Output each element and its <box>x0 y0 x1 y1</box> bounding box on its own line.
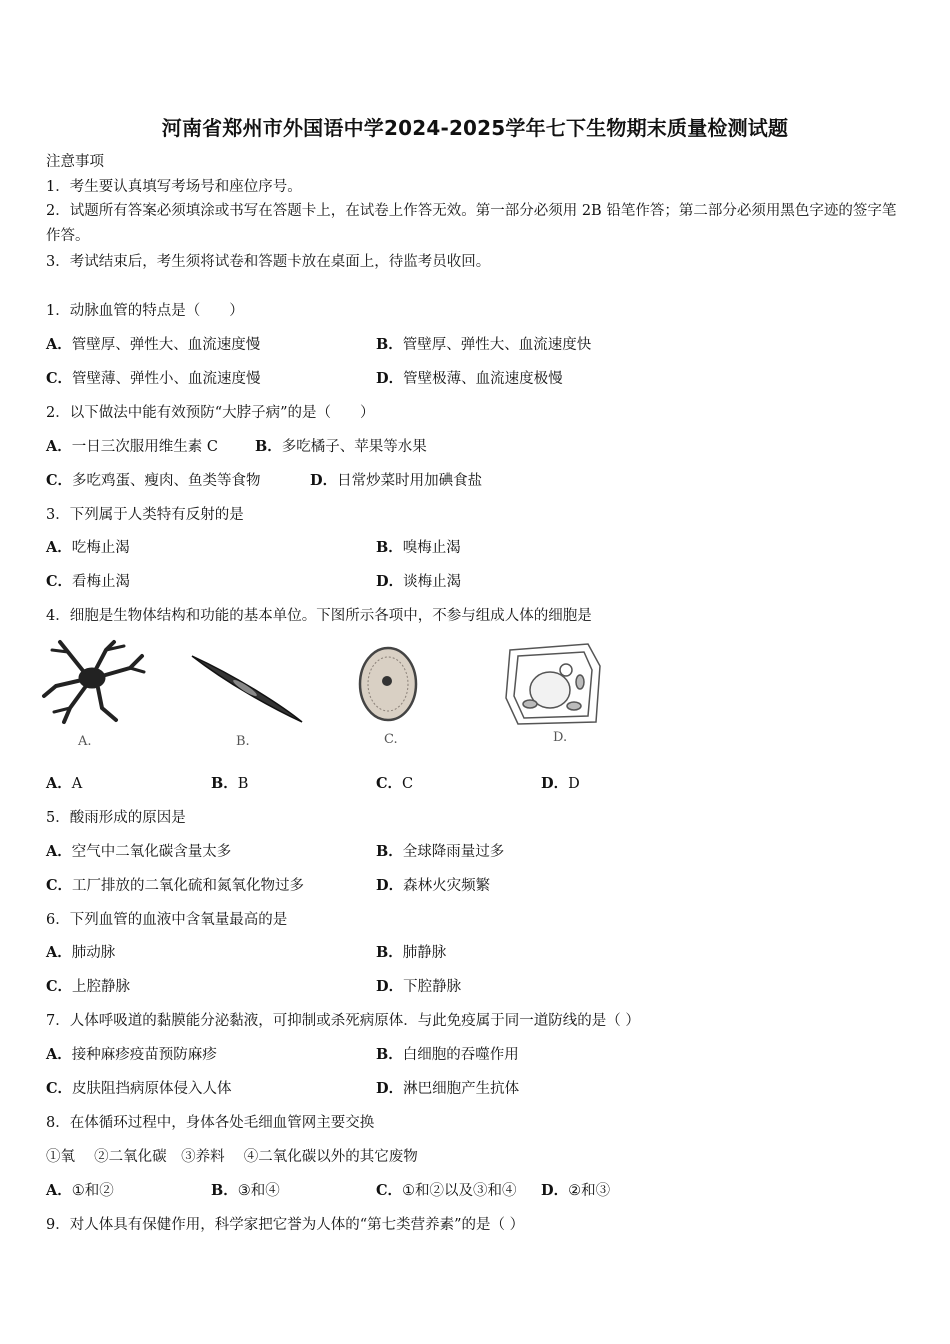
option-letter: C． <box>46 877 73 894</box>
option-text: A <box>71 776 83 792</box>
option-text: 管壁厚、弹性大、血流速度快 <box>402 337 592 353</box>
option-text: 管壁厚、弹性大、血流速度慢 <box>71 337 261 353</box>
option-text: 日常炒菜时用加碘食盐 <box>337 473 483 489</box>
option-text: 管壁薄、弹性小、血流速度慢 <box>72 371 261 387</box>
option-text: 白细胞的吞噬作用 <box>402 1047 519 1063</box>
option-text: 谈梅止渴 <box>403 574 462 590</box>
option-text: 嗅梅止渴 <box>402 540 461 556</box>
option-text: 肺静脉 <box>402 945 447 961</box>
notice-item: 3．考试结束后，考生须将试卷和答题卡放在桌面上，待监考员收回。 <box>46 254 491 270</box>
option-text: 工厂排放的二氧化硫和氮氧化物过多 <box>72 878 305 894</box>
option-a[interactable] <box>46 538 130 558</box>
option-c[interactable] <box>46 572 130 592</box>
option-letter: B． <box>211 1182 238 1199</box>
question-stem: 1．动脉血管的特点是（ ） <box>46 303 244 319</box>
option-a[interactable] <box>46 437 218 457</box>
option-text: C <box>402 776 414 792</box>
option-letter: C． <box>46 1080 73 1097</box>
option-c[interactable] <box>376 774 413 794</box>
figure-label-d: D. <box>553 730 568 745</box>
option-letter: A． <box>46 944 72 961</box>
figure-label-c: C. <box>384 732 398 747</box>
option-letter: D． <box>376 877 404 894</box>
option-letter: B． <box>376 944 403 961</box>
option-letter: B． <box>376 539 403 556</box>
question-stem: 5．酸雨形成的原因是 <box>46 810 186 826</box>
option-text: 肺动脉 <box>71 945 116 961</box>
option-b[interactable] <box>211 1181 280 1201</box>
option-letter: A． <box>46 539 72 556</box>
option-text: 接种麻疹疫苗预防麻疹 <box>71 1047 217 1063</box>
option-letter: A． <box>46 1182 72 1199</box>
question-stem: 6．下列血管的血液中含氧量最高的是 <box>46 912 288 928</box>
question-stem: 7．人体呼吸道的黏膜能分泌黏液，可抑制或杀死病原体．与此免疫属于同一道防线的是（ ） <box>46 1013 640 1029</box>
option-text: 下腔静脉 <box>403 979 462 995</box>
figure-label-a: A. <box>78 734 92 749</box>
option-text: 淋巴细胞产生抗体 <box>403 1081 520 1097</box>
notice-item: 2．试题所有答案必须填涂或书写在答题卡上，在试卷上作答无效。第一部分必须用 2B 铅笔作答；第二部分必须用黑色字迹的签字笔作答。 <box>46 203 897 244</box>
option-text: 全球降雨量过多 <box>402 844 505 860</box>
option-d[interactable] <box>376 369 563 389</box>
option-text: B <box>237 776 249 792</box>
option-letter: A． <box>46 336 72 353</box>
option-c[interactable] <box>46 369 261 389</box>
option-letter: B． <box>255 438 282 455</box>
option-text: 看梅止渴 <box>72 574 131 590</box>
option-letter: B． <box>376 336 403 353</box>
option-text: D <box>568 776 580 792</box>
option-d[interactable] <box>376 572 461 592</box>
option-text: 上腔静脉 <box>72 979 131 995</box>
option-letter: D． <box>376 978 404 995</box>
question-stem: 9．对人体具有保健作用，科学家把它誉为人体的“第七类营养素”的是（ ） <box>46 1217 525 1233</box>
option-a[interactable] <box>46 1181 114 1201</box>
option-text: ③和④ <box>237 1183 280 1199</box>
question-stem: 4．细胞是生物体结构和功能的基本单位。下图所示各项中，不参与组成人体的细胞是 <box>46 608 592 624</box>
option-text: 森林火灾频繁 <box>403 878 491 894</box>
option-letter: C． <box>46 573 73 590</box>
round-cell-icon <box>360 648 416 720</box>
option-text: 多吃橘子、苹果等水果 <box>281 439 427 455</box>
option-b[interactable] <box>376 943 446 963</box>
option-c[interactable] <box>46 471 261 491</box>
option-text: 一日三次服用维生素 C <box>71 439 218 455</box>
question-subitems: ①氧 ②二氧化碳 ③养料 ④二氧化碳以外的其它废物 <box>46 1149 418 1165</box>
option-letter: D． <box>541 775 569 792</box>
option-b[interactable] <box>211 774 248 794</box>
option-letter: A． <box>46 843 72 860</box>
option-letter: C． <box>46 370 73 387</box>
option-letter: B． <box>376 843 403 860</box>
option-b[interactable] <box>376 335 591 355</box>
option-letter: C． <box>46 978 73 995</box>
option-d[interactable] <box>376 977 461 997</box>
option-letter: B． <box>211 775 238 792</box>
notice-heading: 注意事项 <box>46 154 104 170</box>
option-c[interactable] <box>46 876 304 896</box>
question-stem: 3．下列属于人类特有反射的是 <box>46 507 244 523</box>
option-d[interactable] <box>541 774 580 794</box>
option-text: 吃梅止渴 <box>71 540 130 556</box>
option-letter: A． <box>46 438 72 455</box>
option-d[interactable] <box>541 1181 610 1201</box>
question-stem: 2．以下做法中能有效预防“大脖子病”的是（ ） <box>46 405 375 421</box>
option-letter: D． <box>376 370 404 387</box>
page-title: 河南省郑州市外国语中学2024-2025学年七下生物期末质量检测试题 <box>161 116 789 140</box>
option-d[interactable] <box>376 1079 519 1099</box>
option-letter: D． <box>541 1182 569 1199</box>
cell-figure <box>40 638 620 762</box>
option-text: 管壁极薄、血流速度极慢 <box>403 371 563 387</box>
option-d[interactable] <box>310 471 482 491</box>
option-letter: C． <box>46 472 73 489</box>
option-letter: D． <box>376 573 404 590</box>
plant-cell-icon <box>506 644 600 724</box>
option-d[interactable] <box>376 876 490 896</box>
option-b[interactable] <box>376 842 504 862</box>
figure-label-b: B. <box>236 734 250 749</box>
option-letter: C． <box>376 1182 403 1199</box>
cell-figure-drawing <box>40 638 620 758</box>
option-text: ①和② <box>71 1183 114 1199</box>
option-a[interactable] <box>46 774 82 794</box>
option-a[interactable] <box>46 1045 217 1065</box>
option-a[interactable] <box>46 335 260 355</box>
option-c[interactable] <box>46 977 130 997</box>
muscle-cell-icon <box>192 656 302 722</box>
neuron-cell-icon <box>44 642 144 722</box>
notice-item: 1．考生要认真填写考场号和座位序号。 <box>46 179 302 195</box>
option-letter: A． <box>46 775 72 792</box>
option-text: 多吃鸡蛋、瘦肉、鱼类等食物 <box>72 473 261 489</box>
option-b[interactable] <box>255 437 427 457</box>
option-c[interactable] <box>46 1079 232 1099</box>
option-letter: D． <box>310 472 338 489</box>
option-a[interactable] <box>46 943 115 963</box>
option-b[interactable] <box>376 538 461 558</box>
option-text: ①和②以及③和④ <box>402 1183 517 1199</box>
option-letter: B． <box>376 1046 403 1063</box>
option-letter: A． <box>46 1046 72 1063</box>
question-stem: 8．在体循环过程中，身体各处毛细血管网主要交换 <box>46 1115 375 1131</box>
option-c[interactable] <box>376 1181 517 1201</box>
option-text: ②和③ <box>568 1183 611 1199</box>
option-letter: D． <box>376 1080 404 1097</box>
option-letter: C． <box>376 775 403 792</box>
option-text: 皮肤阻挡病原体侵入人体 <box>72 1081 232 1097</box>
option-a[interactable] <box>46 842 231 862</box>
option-b[interactable] <box>376 1045 519 1065</box>
option-text: 空气中二氧化碳含量太多 <box>71 844 232 860</box>
